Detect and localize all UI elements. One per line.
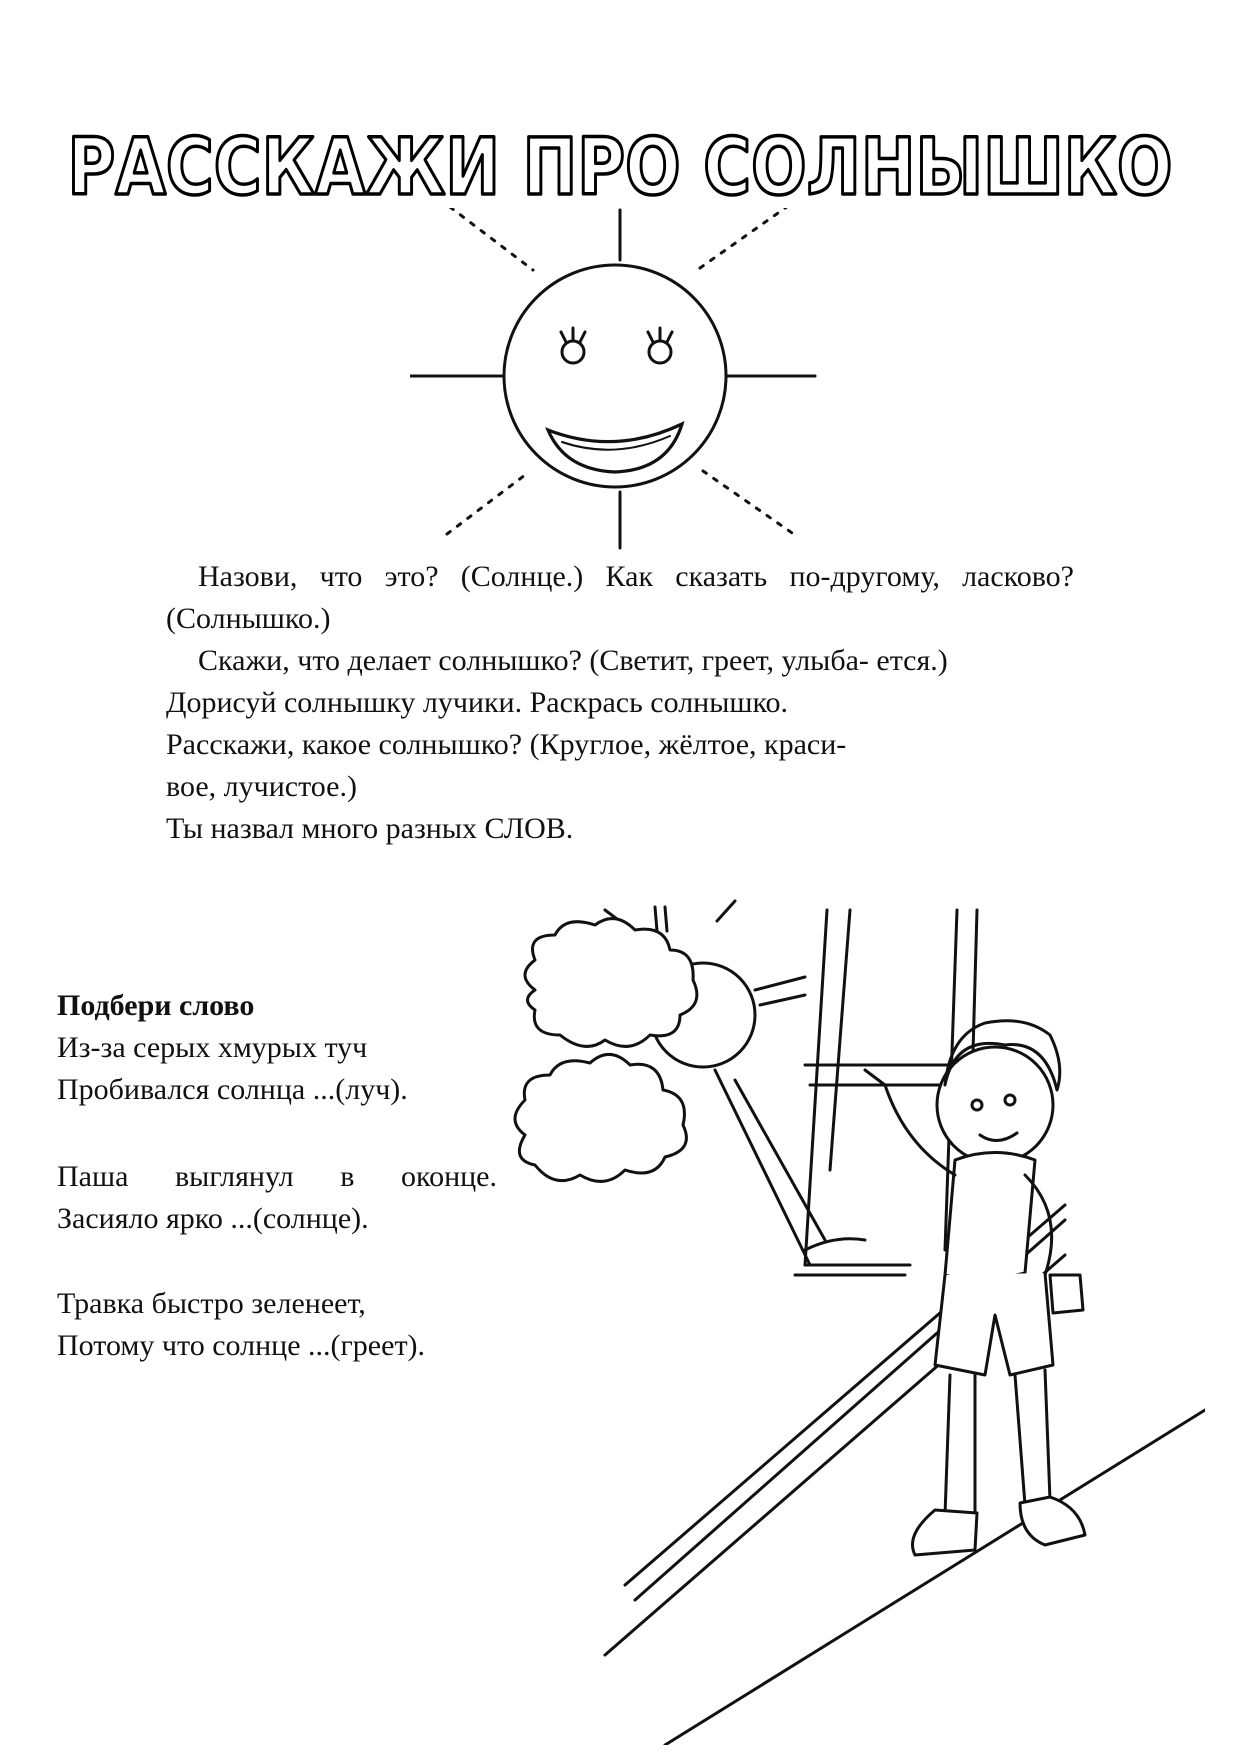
poem-3 xyxy=(57,1283,497,1367)
intro-line-4b: вое, лучистое.) xyxy=(166,770,357,803)
boy-body xyxy=(945,1153,1035,1280)
cloud-icon xyxy=(525,919,697,1047)
boy-head xyxy=(937,1047,1053,1163)
page-title xyxy=(60,118,1180,218)
intro-paragraph-2: Скажи, что делает солнышко? (Светит, греет, улыба- ется.) xyxy=(198,644,948,677)
intro-line-4a: Расскажи, какое солнышко? (Круглое, жёлтое, краси- xyxy=(166,728,847,761)
intro-text xyxy=(166,556,1074,850)
poem-3-line-2: Потому что солнце ...(греет). xyxy=(57,1329,426,1362)
cloud-icon-2 xyxy=(515,1054,686,1181)
intro-paragraph-1: Назови, что это? (Солнце.) Как сказать по-другому, ласково? (Солнышко.) xyxy=(166,560,1074,635)
intro-line-3: Дорисуй солнышку лучики. Раскрась солнышко. xyxy=(166,686,789,719)
poem-2-line-1: Паша выглянул в оконце. xyxy=(57,1160,497,1193)
poem-2-line-2: Засияло ярко ...(солнце). xyxy=(57,1202,369,1235)
poem-2 xyxy=(57,1156,497,1240)
page-title-text: РАССКАЖИ ПРО СОЛНЫШКО xyxy=(67,123,1173,213)
intro-line-5: Ты назвал много разных СЛОВ. xyxy=(166,812,574,845)
exercise-title: Подбери слово xyxy=(57,989,255,1022)
poem-1-line-2: Пробивался солнца ...(луч). xyxy=(57,1073,408,1106)
smiling-sun-icon xyxy=(410,208,830,558)
poem-1 xyxy=(57,1027,497,1111)
poem-1-line-1: Из-за серых хмурых туч xyxy=(57,1031,368,1064)
poem-3-line-1: Травка быстро зеленеет, xyxy=(57,1287,366,1320)
boy-at-window-icon xyxy=(505,895,1205,1745)
